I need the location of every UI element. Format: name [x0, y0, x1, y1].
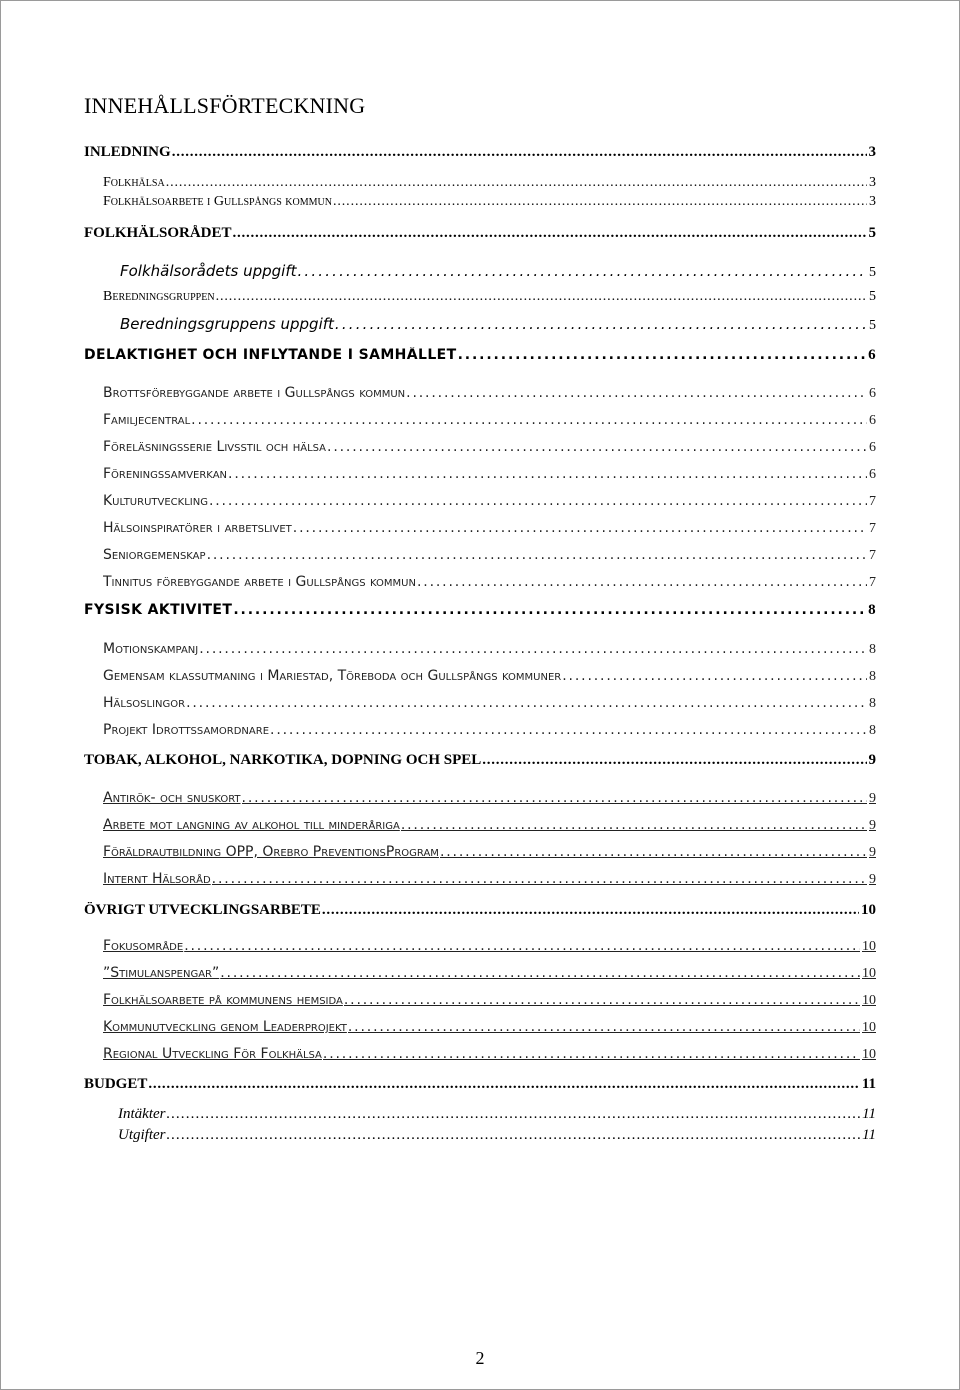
toc-entry-utgifter[interactable]: [118, 1127, 876, 1144]
toc-entry-leaderprojekt[interactable]: [103, 1019, 876, 1036]
toc-entry-title: Beredningsgruppens uppgift: [120, 315, 334, 333]
toc-entry-title: FYSISK AKTIVITET: [84, 602, 233, 618]
toc-leader-dots: [209, 493, 867, 509]
toc-entry-page: 6: [869, 467, 876, 482]
toc-entry-page: 8: [869, 696, 876, 711]
toc-entry-regional-utveckling[interactable]: [103, 1046, 876, 1063]
toc-leader-dots: [327, 439, 867, 455]
toc-leader-dots: [270, 722, 867, 738]
toc-entry-page: 5: [869, 265, 876, 280]
toc-entry-title: DELAKTIGHET OCH INFLYTANDE I SAMHÄLLET: [84, 347, 457, 363]
toc-leader-dots: [167, 1127, 861, 1144]
toc-leader-dots: [148, 1076, 859, 1093]
toc-entry-motionskampanj[interactable]: [103, 641, 876, 658]
toc-leader-dots: [191, 412, 867, 428]
toc-entry-langning[interactable]: [103, 817, 876, 834]
toc-leader-dots: [482, 752, 866, 769]
toc-entry-forelasningsserie[interactable]: [103, 439, 876, 456]
toc-entry-title: ”Stimulanspengar”: [103, 965, 220, 981]
toc-leader-dots: [458, 347, 867, 363]
toc-entry-delaktighet[interactable]: [84, 347, 876, 364]
toc-entry-page: 5: [868, 225, 876, 241]
toc-entry-page: 9: [869, 845, 876, 860]
toc-leader-dots: [298, 262, 868, 280]
toc-leader-dots: [323, 1046, 860, 1062]
toc-entry-tinnitus[interactable]: [103, 574, 876, 591]
toc-entry-seniorgemenskap[interactable]: [103, 547, 876, 564]
toc-entry-foreningssamverkan[interactable]: [103, 466, 876, 483]
toc-entry-page: 3: [869, 175, 876, 190]
toc-entry-page: 10: [862, 1047, 876, 1062]
toc-heading: INNEHÅLLSFÖRTECKNING: [84, 93, 366, 118]
toc-entry-familjecentral[interactable]: [103, 412, 876, 429]
toc-entry-title: Folkhälsorådets uppgift: [120, 262, 297, 280]
toc-entry-title: ÖVRIGT UTVECKLINGSARBETE: [84, 902, 321, 918]
toc-entry-page: 11: [862, 1106, 876, 1122]
toc-leader-dots: [186, 695, 867, 711]
toc-entry-page: 6: [868, 347, 876, 363]
toc-leader-dots: [335, 315, 867, 333]
toc-entry-page: 11: [862, 1127, 876, 1143]
toc-leader-dots: [242, 790, 867, 806]
toc-entry-title: Föräldrautbildning ÖPP, Örebro PreventionsProgram: [103, 844, 439, 860]
toc-entry-title: Internt Hälsoråd: [103, 871, 211, 887]
toc-entry-halsoslingor[interactable]: [103, 695, 876, 712]
toc-leader-dots: [172, 144, 867, 161]
toc-entry-title: Kommunutveckling genom Leaderprojekt: [103, 1019, 347, 1035]
toc-entry-folkhalsoarbete[interactable]: [103, 194, 876, 210]
toc-entry-page: 6: [869, 440, 876, 455]
toc-leader-dots: [166, 175, 867, 191]
toc-entry-page: 6: [869, 386, 876, 401]
toc-leader-dots: [417, 574, 867, 590]
toc-entry-title: Utgifter: [118, 1127, 166, 1143]
toc-entry-page: 5: [869, 318, 876, 333]
toc-entry-page: 3: [869, 194, 876, 209]
toc-entry-title: Föreläsningsserie Livsstil och hälsa: [103, 439, 327, 455]
toc-entry-inledning[interactable]: [84, 144, 876, 161]
toc-leader-dots: [322, 902, 859, 919]
toc-entry-page: 10: [862, 966, 876, 981]
toc-entry-intakter[interactable]: [118, 1106, 876, 1123]
toc-entry-page: 8: [869, 669, 876, 684]
toc-entry-title: Gemensam klassutmaning i Mariestad, Töreboda och Gullspångs kommuner: [103, 668, 562, 684]
toc-leader-dots: [216, 289, 867, 305]
toc-entry-beredningsgruppen[interactable]: [103, 289, 876, 305]
toc-entry-kulturutveckling[interactable]: [103, 493, 876, 510]
toc-entry-title: Familjecentral: [103, 412, 191, 428]
toc-entry-title: Motionskampanj: [103, 641, 199, 657]
toc-entry-budget[interactable]: [84, 1076, 876, 1093]
toc-entry-title: FOLKHÄLSORÅDET: [84, 225, 232, 241]
toc-entry-halsoinspiratorer[interactable]: [103, 520, 876, 537]
toc-entry-beredningsgruppens-uppgift[interactable]: [120, 315, 876, 334]
toc-leader-dots: [207, 547, 867, 563]
toc-entry-page: 10: [862, 993, 876, 1008]
toc-entry-klassutmaning[interactable]: [103, 668, 876, 685]
toc-leader-dots: [333, 194, 867, 210]
toc-entry-folkhalsoradet[interactable]: [84, 225, 876, 242]
toc-entry-title: Brottsförebyggande arbete i Gullspångs kommun: [103, 385, 406, 401]
page-number: 2: [475, 1348, 485, 1368]
toc-leader-dots: [562, 668, 867, 684]
toc-entry-title: Fokusområde: [103, 938, 184, 954]
toc-entry-title: Regional Utveckling För Folkhälsa: [103, 1046, 322, 1062]
toc-entry-title: Kulturutveckling: [103, 493, 208, 509]
toc-entry-title: Föreningssamverkan: [103, 466, 228, 482]
toc-entry-title: Hälsoslingor: [103, 695, 186, 711]
toc-leader-dots: [440, 844, 867, 860]
toc-entry-page: 6: [869, 413, 876, 428]
toc-entry-brottsforebyggande[interactable]: [103, 385, 876, 402]
toc-entry-page: 7: [869, 575, 876, 590]
toc-leader-dots: [199, 641, 867, 657]
toc-entry-title: TOBAK, ALKOHOL, NARKOTIKA, DOPNING OCH SPEL: [84, 752, 482, 768]
toc-entry-antirok[interactable]: [103, 790, 876, 807]
toc-entry-page: 11: [861, 1076, 876, 1092]
toc-entry-title: Tinnitus förebyggande arbete i Gullspångs kommun: [103, 574, 416, 590]
toc-entry-page: 10: [862, 1020, 876, 1035]
toc-entry-title: Intäkter: [118, 1106, 166, 1122]
toc-leader-dots: [406, 385, 867, 401]
toc-entry-page: 9: [869, 791, 876, 806]
toc-entry-folkhalsa[interactable]: [103, 175, 876, 191]
toc-leader-dots: [293, 520, 867, 536]
toc-entry-title: Projekt Idrottssamordnare: [103, 722, 270, 738]
toc-entry-page: 8: [869, 723, 876, 738]
toc-entry-page: 8: [869, 642, 876, 657]
toc-entry-page: 9: [868, 752, 876, 768]
toc-entry-foraldrautbildning[interactable]: [103, 844, 876, 861]
toc-entry-page: 9: [869, 818, 876, 833]
toc-entry-page: 8: [868, 602, 876, 618]
toc-entry-hemsida[interactable]: [103, 992, 876, 1009]
toc-entry-title: Antirök- och snuskort: [103, 790, 241, 806]
toc-entry-page: 10: [861, 902, 876, 918]
toc-entry-title: Folkhälsa: [103, 175, 165, 190]
toc-entry-internt-halsorad[interactable]: [103, 871, 876, 888]
toc-entry-stimulanspengar[interactable]: [103, 965, 876, 982]
toc-entry-fokusomrade[interactable]: [103, 938, 876, 955]
toc-entry-page: 10: [862, 939, 876, 954]
toc-leader-dots: [220, 965, 860, 981]
toc-entry-page: 5: [869, 289, 876, 304]
toc-leader-dots: [166, 1106, 860, 1123]
toc-leader-dots: [233, 225, 867, 242]
toc-leader-dots: [212, 871, 867, 887]
toc-entry-title: Folkhälsoarbete på kommunens hemsida: [103, 992, 343, 1008]
toc-leader-dots: [348, 1019, 860, 1035]
toc-entry-page: 3: [868, 144, 876, 160]
toc-entry-title: INLEDNING: [84, 144, 171, 160]
toc-entry-fysisk-aktivitet[interactable]: [84, 602, 876, 619]
toc-entry-title: Beredningsgruppen: [103, 289, 215, 304]
toc-entry-page: 9: [869, 872, 876, 887]
toc-leader-dots: [401, 817, 867, 833]
toc-entry-ovrigt[interactable]: [84, 902, 876, 919]
toc-entry-tobak[interactable]: [84, 752, 876, 769]
toc-entry-folkhalsoradets-uppgift[interactable]: [120, 262, 876, 281]
toc-entry-title: Seniorgemenskap: [103, 547, 206, 563]
toc-entry-title: Folkhälsoarbete i Gullspångs kommun: [103, 194, 332, 209]
toc-leader-dots: [233, 602, 866, 618]
toc-entry-title: Hälsoinspiratörer i arbetslivet: [103, 520, 292, 536]
toc-entry-page: 7: [869, 494, 876, 509]
toc-entry-page: 7: [869, 548, 876, 563]
toc-entry-page: 7: [869, 521, 876, 536]
toc-leader-dots: [344, 992, 860, 1008]
toc-leader-dots: [228, 466, 867, 482]
toc-entry-title: BUDGET: [84, 1076, 148, 1092]
toc-leader-dots: [184, 938, 860, 954]
toc-entry-title: Arbete mot langning av alkohol till minderåriga: [103, 817, 400, 833]
toc-entry-idrottssamordnare[interactable]: [103, 722, 876, 739]
